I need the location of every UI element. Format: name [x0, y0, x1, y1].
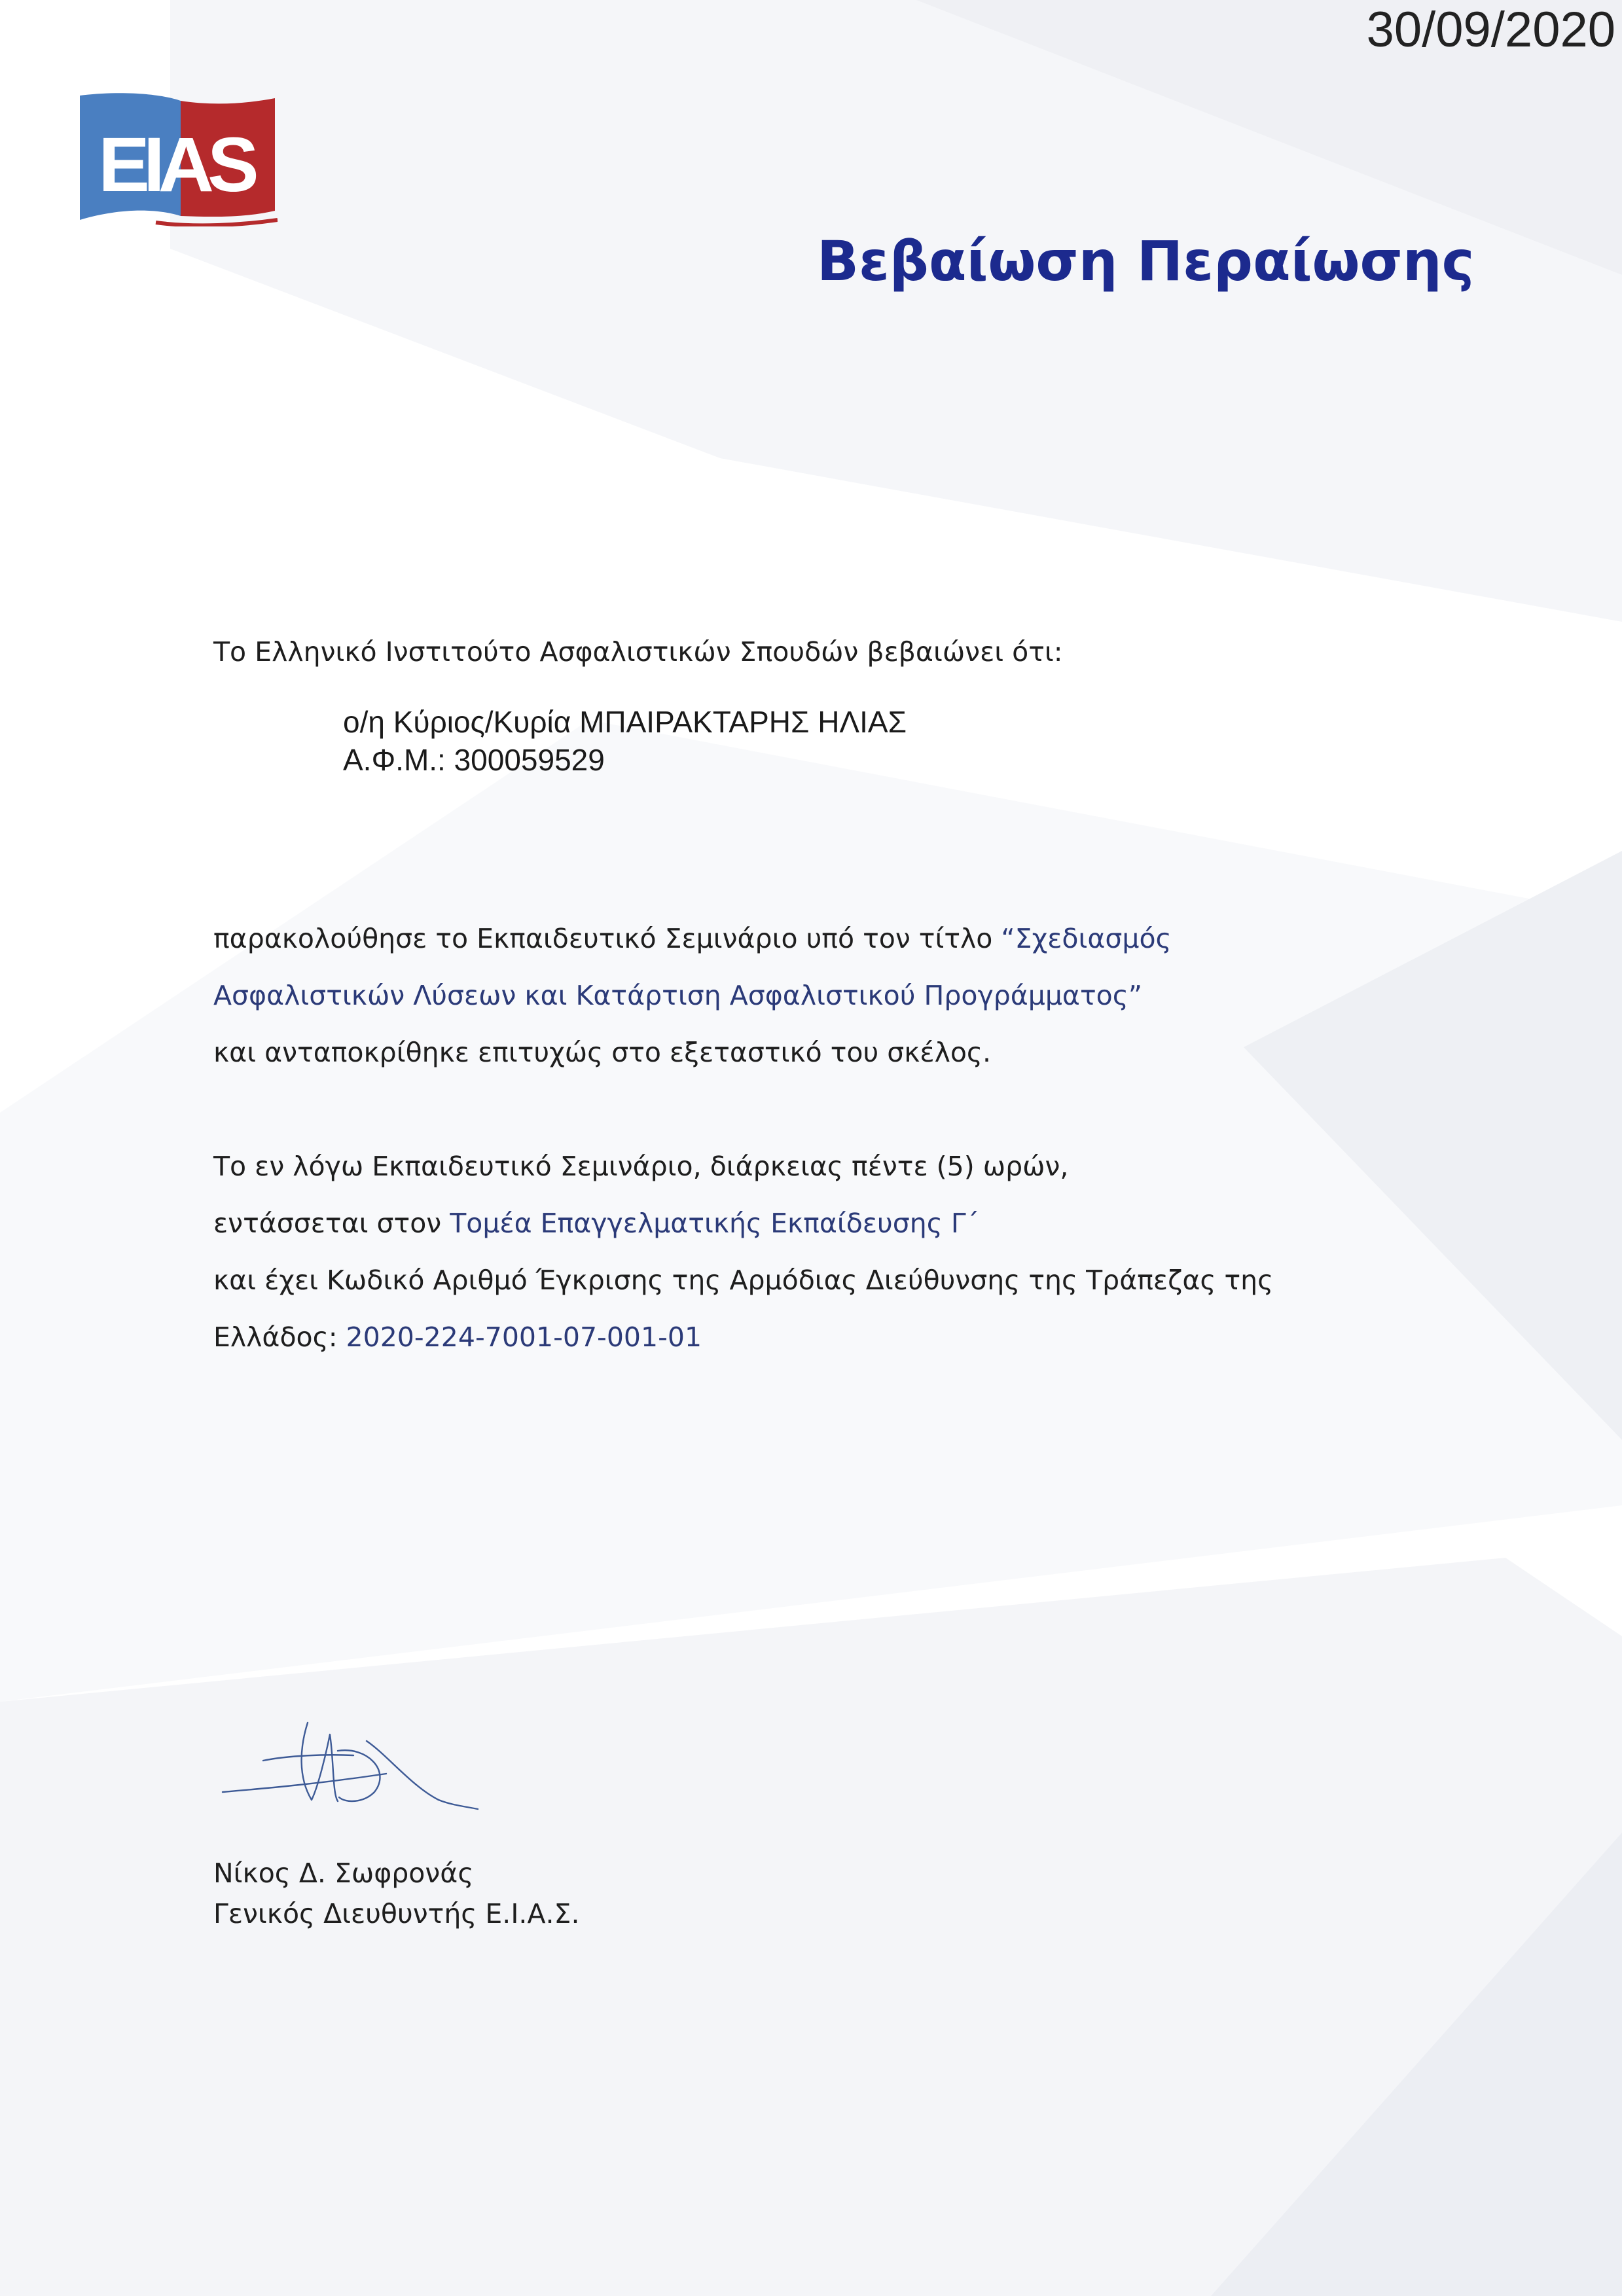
recipient-block — [343, 703, 907, 779]
details-code-line — [213, 1321, 702, 1353]
seminar-line-1 — [213, 923, 1172, 954]
logo-text: EIAS — [98, 122, 253, 208]
signatory-name: Νίκος Δ. Σωφρονάς — [213, 1857, 474, 1889]
recipient-afm: Α.Φ.Μ.: 300059529 — [343, 743, 605, 777]
details-sector-line — [213, 1208, 979, 1239]
page-title: Βεβαίωση Περαίωσης — [817, 229, 1475, 293]
seminar-result: και ανταποκρίθηκε επιτυχώς στο εξεταστικό του σκέλος. — [213, 1037, 992, 1068]
code-prefix: Ελλάδος: — [213, 1321, 346, 1353]
seminar-title-end: Ασφαλιστικών Λύσεων και Κατάρτιση Ασφαλιστικού Προγράμματος” — [213, 980, 1143, 1011]
sector-name: Τομέα Επαγγελματικής Εκπαίδευσης Γ΄ — [450, 1208, 980, 1239]
seminar-title-start: “Σχεδιασμός — [1001, 923, 1172, 954]
details-approval: και έχει Κωδικό Αριθμό Έγκρισης της Αρμόδιας Διεύθυνσης της Τράπεζας της — [213, 1265, 1274, 1296]
intro-text: Το Ελληνικό Ινστιτούτο Ασφαλιστικών Σπουδών βεβαιώνει ότι: — [213, 636, 1063, 668]
sector-prefix: εντάσσεται στον — [213, 1208, 450, 1239]
approval-code: 2020-224-7001-07-001-01 — [346, 1321, 702, 1353]
document-date: 30/09/2020 — [1366, 2, 1615, 58]
eias-logo — [77, 92, 278, 226]
signatory-role: Γενικός Διευθυντής Ε.Ι.Α.Σ. — [213, 1898, 580, 1929]
recipient-name: ο/η Κύριος/Κυρία ΜΠΑΙΡΑΚΤΑΡΗΣ ΗΛΙΑΣ — [343, 705, 907, 739]
signature — [216, 1715, 491, 1826]
details-duration: Το εν λόγω Εκπαιδευτικό Σεμινάριο, διάρκειας πέντε (5) ωρών, — [213, 1151, 1069, 1182]
seminar-prefix: παρακολούθησε το Εκπαιδευτικό Σεμινάριο υπό τον τίτλο — [213, 923, 1001, 954]
